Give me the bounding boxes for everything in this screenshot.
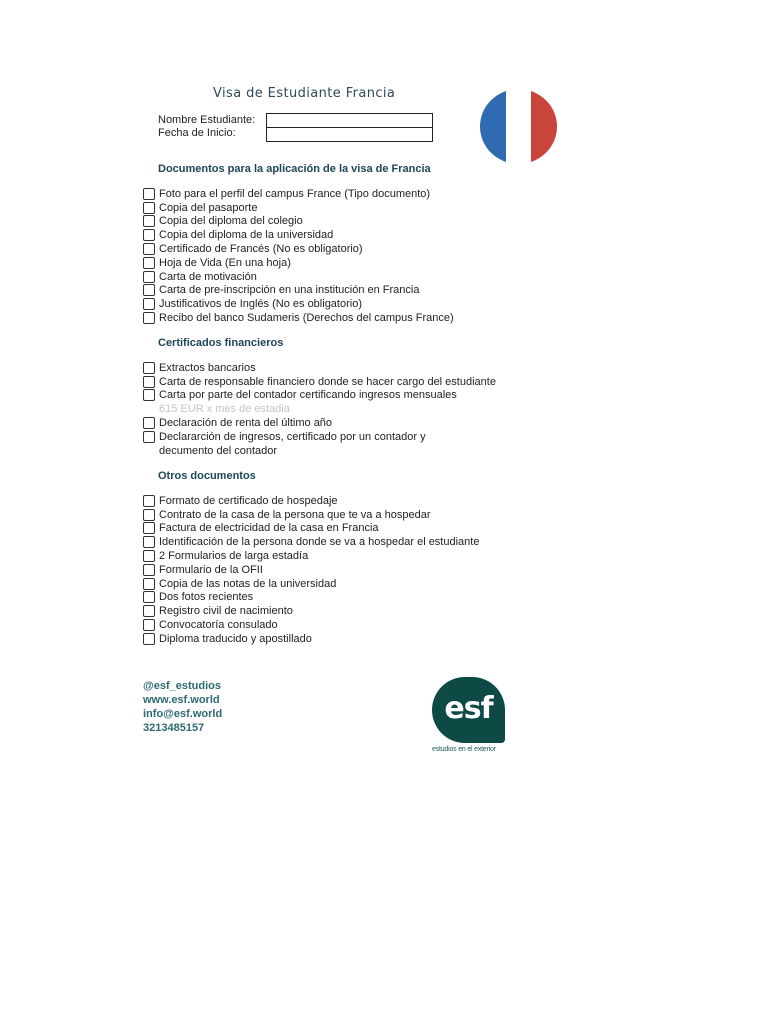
checklist-item-label: 2 Formularios de larga estadía — [159, 550, 309, 563]
flag-red-stripe — [531, 89, 557, 164]
checklist-item-label: Recibo del banco Sudameris (Derechos del campus France) — [159, 312, 454, 325]
checkbox[interactable] — [143, 215, 155, 227]
checklist-item — [143, 311, 454, 325]
checklist-item-label: Declararción de ingresos, certificado por un contador y — [159, 430, 426, 443]
checklist-item — [143, 577, 479, 591]
checkbox[interactable] — [143, 578, 155, 590]
checkbox[interactable] — [143, 605, 155, 617]
checklist-item-label: Factura de electricidad de la casa en Francia — [159, 522, 379, 535]
checkbox[interactable] — [143, 202, 155, 214]
checklist-item — [143, 375, 496, 389]
section-title-documents: Documentos para la aplicación de la visa de Francia — [158, 163, 431, 175]
checklist-item-label: Copia de las notas de la universidad — [159, 577, 337, 590]
checklist-item — [143, 494, 479, 508]
section-title-other: Otros documentos — [158, 470, 256, 482]
checklist-item — [143, 604, 479, 618]
start-date-label: Fecha de Inicio: — [158, 127, 236, 139]
checkbox[interactable] — [143, 229, 155, 241]
checklist-item-label: Copia del diploma de la universidad — [159, 229, 334, 242]
checklist-item-label: Convocatoría consulado — [159, 619, 278, 632]
checklist-item — [143, 522, 479, 536]
checkbox[interactable] — [143, 564, 155, 576]
checklist-item — [143, 242, 454, 256]
checkbox[interactable] — [143, 495, 155, 507]
checklist-item — [143, 618, 479, 632]
checklist-item — [143, 591, 479, 605]
checkbox[interactable] — [143, 243, 155, 255]
checklist-item-label: Copia del pasaporte — [159, 201, 258, 214]
checklist-item — [143, 508, 479, 522]
logo-badge — [432, 677, 505, 743]
checkbox[interactable] — [143, 536, 155, 548]
checklist-item-label: Identificación de la persona donde se va a hospedar el estudiante — [159, 536, 480, 549]
logo-text: esf — [444, 690, 493, 726]
checklist-item-label: Carta por parte del contador certificando ingresos mensuales — [159, 389, 457, 402]
checklist-item-label: Copia del diploma del colegio — [159, 215, 303, 228]
checklist-item-label: Contrato de la casa de la persona que te va a hospedar — [159, 508, 431, 521]
checklist-item-label: Dos fotos recientes — [159, 591, 254, 604]
checklist-item-continuation — [143, 444, 496, 458]
checklist-item-label: Hoja de Vida (En una hoja) — [159, 256, 291, 269]
checklist-item-label: Formato de certificado de hospedaje — [159, 494, 338, 507]
documents-checklist — [143, 187, 454, 325]
checkbox[interactable] — [143, 188, 155, 200]
phone-number: 3213485157 — [143, 722, 205, 734]
checklist-item — [143, 632, 479, 646]
checklist-item-label: Declaración de renta del último año — [159, 417, 333, 430]
start-date-field[interactable] — [266, 127, 433, 142]
checkbox[interactable] — [143, 271, 155, 283]
student-name-field[interactable] — [266, 113, 433, 128]
checklist-note — [143, 402, 496, 416]
checkbox[interactable] — [143, 284, 155, 296]
flag-white-stripe — [506, 89, 532, 164]
checklist-item — [143, 228, 454, 242]
checkbox[interactable] — [143, 522, 155, 534]
checklist-item — [143, 416, 496, 430]
instagram-handle[interactable]: @esf_estudios — [143, 680, 221, 692]
checklist-item-label: Registro civil de nacimiento — [159, 605, 293, 618]
checklist-item — [143, 215, 454, 229]
checkbox[interactable] — [143, 298, 155, 310]
checklist-item-label: Carta de motivación — [159, 270, 257, 283]
checklist-item — [143, 430, 496, 444]
checklist-item-label: Carta de responsable financiero donde se hacer cargo del estudiante — [159, 375, 496, 388]
checkbox[interactable] — [143, 312, 155, 324]
checkbox[interactable] — [143, 389, 155, 401]
checklist-item-label: Extractos bancarios — [159, 361, 256, 374]
checkbox[interactable] — [143, 619, 155, 631]
checklist-item-label: decumento del contador — [159, 444, 278, 457]
checklist-item — [143, 284, 454, 298]
checklist-item-label: Formulario de la OFII — [159, 563, 263, 576]
checkbox[interactable] — [143, 431, 155, 443]
checklist-item — [143, 187, 454, 201]
checklist-item-label: Diploma traducido y apostillado — [159, 632, 312, 645]
contact-block — [143, 679, 222, 735]
student-name-label: Nombre Estudiante: — [158, 114, 256, 126]
section-title-financial: Certificados financieros — [158, 337, 284, 349]
checkbox[interactable] — [143, 633, 155, 645]
flag-blue-stripe — [480, 89, 506, 164]
monthly-amount-note: 615 EUR x mes de estadia — [159, 403, 290, 416]
checkbox[interactable] — [143, 550, 155, 562]
checkbox[interactable] — [143, 362, 155, 374]
checklist-item-label: Certificado de Francés (No es obligatorio) — [159, 243, 363, 256]
checklist-item-label: Carta de pre-inscripción en una institución en Francia — [159, 284, 420, 297]
page-title: Visa de Estudiante Francia — [213, 86, 396, 101]
france-flag-icon — [480, 89, 557, 164]
financial-checklist — [143, 361, 496, 458]
esf-logo — [432, 677, 505, 743]
checklist-item-label: Justificativos de Inglés (No es obligatorio) — [159, 298, 362, 311]
website-link[interactable]: www.esf.world — [143, 694, 220, 706]
checklist-item — [143, 256, 454, 270]
email-link[interactable]: info@esf.world — [143, 708, 223, 720]
checklist-item — [143, 535, 479, 549]
checklist-item — [143, 361, 496, 375]
checklist-item — [143, 563, 479, 577]
checklist-item — [143, 201, 454, 215]
checkbox[interactable] — [143, 417, 155, 429]
logo-tagline: estudios en el exterior — [432, 746, 496, 753]
checklist-item — [143, 549, 479, 563]
checklist-item — [143, 389, 496, 403]
checkbox[interactable] — [143, 591, 155, 603]
checkbox[interactable] — [143, 376, 155, 388]
checklist-item — [143, 270, 454, 284]
checkbox[interactable] — [143, 509, 155, 521]
other-documents-checklist — [143, 494, 479, 646]
checklist-item-label: Foto para el perfil del campus France (Tipo documento) — [159, 187, 431, 200]
checklist-item — [143, 297, 454, 311]
checkbox[interactable] — [143, 257, 155, 269]
